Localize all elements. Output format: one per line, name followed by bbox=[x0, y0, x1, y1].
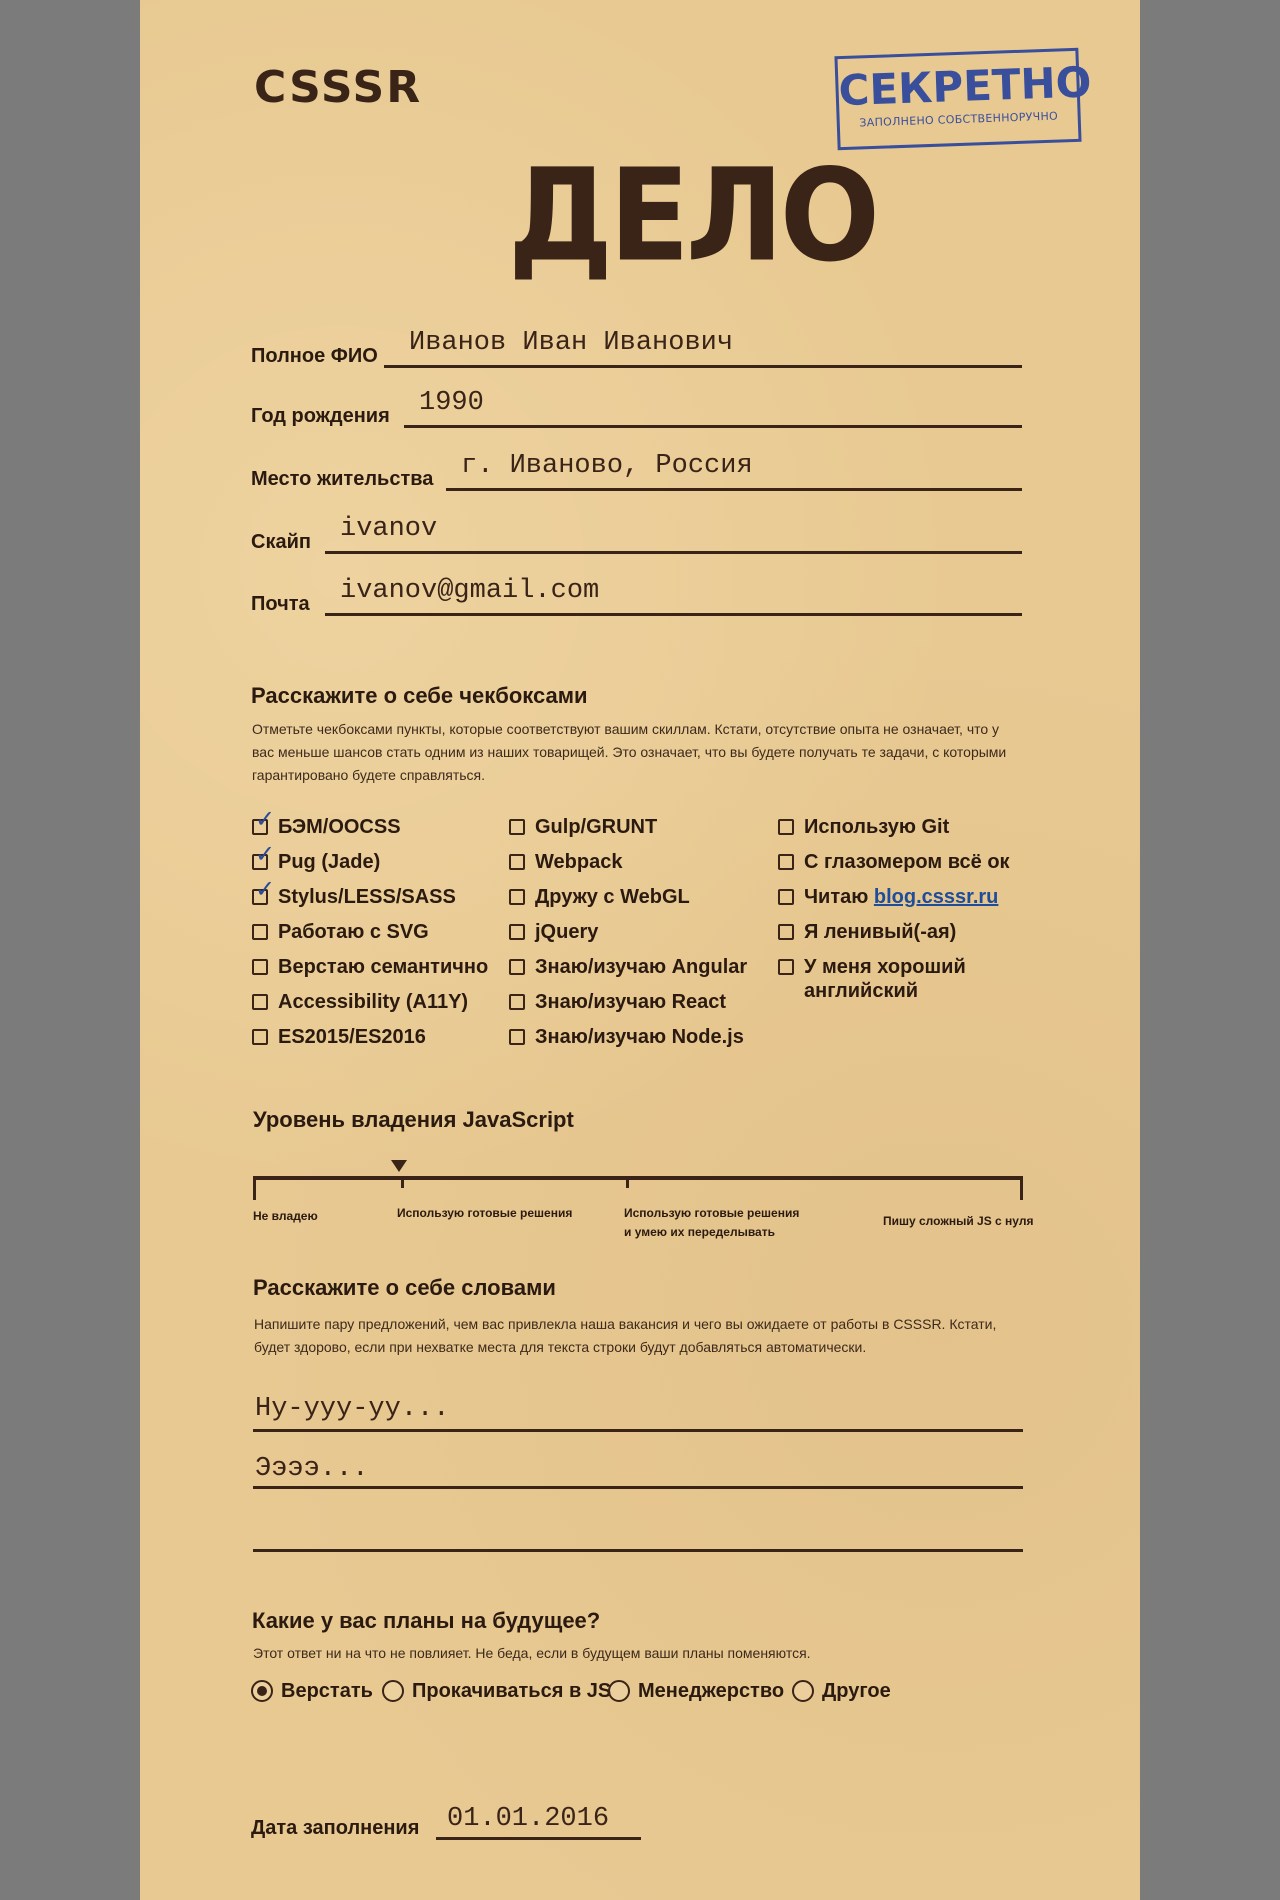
full-name-input[interactable]: Иванов Иван Иванович bbox=[409, 328, 734, 358]
checkbox[interactable] bbox=[509, 889, 525, 905]
checkbox[interactable] bbox=[509, 959, 525, 975]
checkbox-label-text: Gulp/GRUNT bbox=[535, 816, 658, 838]
about-underline-1 bbox=[253, 1429, 1023, 1432]
about-underline-2 bbox=[253, 1486, 1023, 1489]
js-level-title: Уровень владения JavaScript bbox=[253, 1107, 574, 1132]
checkbox-label-text: Использую Git bbox=[804, 816, 950, 838]
checkbox[interactable] bbox=[778, 889, 794, 905]
date-label: Дата заполнения bbox=[251, 1817, 420, 1839]
checkbox[interactable] bbox=[509, 1029, 525, 1045]
checkbox[interactable] bbox=[252, 924, 268, 940]
about-textarea-line-2[interactable]: Ээээ... bbox=[255, 1454, 369, 1484]
skill-checkbox-item[interactable] bbox=[778, 815, 949, 841]
city-underline bbox=[446, 488, 1022, 491]
checkbox-label[interactable] bbox=[535, 920, 598, 944]
checkbox-label[interactable] bbox=[535, 990, 726, 1014]
full-name-field bbox=[251, 328, 1022, 368]
about-textarea-line-1[interactable]: Ну-ууу-уу... bbox=[255, 1394, 450, 1424]
stamp-subtitle: ЗАПОЛНЕНО СОБСТВЕННОРУЧНО bbox=[859, 109, 1059, 130]
radio-label[interactable]: Менеджерство bbox=[638, 1679, 785, 1702]
skill-checkbox-item[interactable] bbox=[509, 815, 657, 841]
scale-tick-start bbox=[253, 1176, 256, 1200]
birth-year-label: Год рождения bbox=[251, 405, 390, 427]
secret-stamp bbox=[834, 48, 1093, 150]
skill-checkbox-item[interactable] bbox=[778, 955, 1004, 1002]
js-level-label-4[interactable]: Пишу сложный JS с нуля bbox=[883, 1214, 1034, 1228]
about-description: Напишите пару предложений, чем вас привлекла наша вакансия и чего вы ожидаете от работы в CSSSR. Кстати, будет здорово, если при нехватке места для текста строки будут добавляться автоматически. bbox=[254, 1316, 997, 1355]
scale-tick-end bbox=[1020, 1176, 1023, 1200]
radio-label[interactable]: Прокачиваться в JS bbox=[412, 1679, 612, 1702]
checkbox-label[interactable] bbox=[804, 815, 949, 839]
checkbox[interactable] bbox=[252, 994, 268, 1010]
stamp-title: СЕКРЕТНО bbox=[837, 57, 1093, 116]
checkbox[interactable] bbox=[252, 840, 276, 870]
checkbox-label[interactable] bbox=[278, 885, 456, 909]
checkbox-label-text: Читаю bbox=[804, 886, 874, 908]
city-field bbox=[251, 451, 1022, 491]
skill-checkbox-item[interactable] bbox=[509, 850, 622, 876]
skill-checkbox-item[interactable] bbox=[509, 990, 726, 1016]
checkbox-label-text: Pug (Jade) bbox=[278, 851, 381, 873]
date-underline bbox=[436, 1837, 641, 1840]
skill-checkbox-item[interactable] bbox=[778, 920, 956, 946]
birth-year-input[interactable]: 1990 bbox=[419, 388, 484, 418]
checkbox[interactable] bbox=[509, 924, 525, 940]
checkmark-icon: ✓ bbox=[255, 875, 276, 903]
checkbox[interactable] bbox=[509, 994, 525, 1010]
radio-label[interactable]: Другое bbox=[822, 1679, 891, 1702]
skype-input[interactable]: ivanov bbox=[340, 514, 438, 544]
checkbox-label[interactable] bbox=[535, 955, 747, 979]
page-title: ДЕЛО bbox=[508, 140, 877, 290]
skype-underline bbox=[325, 551, 1022, 554]
checkmark-icon: ✓ bbox=[255, 805, 276, 833]
plans-title: Какие у вас планы на будущее? bbox=[252, 1608, 601, 1633]
csssr-logo[interactable]: CSSSR bbox=[254, 62, 423, 113]
checkbox-label-text: У меня хороший английский bbox=[804, 956, 966, 1002]
plan-radio-option[interactable] bbox=[382, 1677, 611, 1705]
checkbox[interactable] bbox=[778, 924, 794, 940]
checkbox-label[interactable] bbox=[804, 920, 956, 944]
skill-checkbox-item[interactable] bbox=[778, 850, 1010, 876]
checkbox-label[interactable] bbox=[278, 920, 429, 944]
checkbox-label-text: С глазомером всё ок bbox=[804, 851, 1010, 873]
checkbox[interactable] bbox=[778, 819, 794, 835]
checkbox-label-text: Я ленивый(-ая) bbox=[804, 921, 957, 943]
checkbox-label[interactable] bbox=[535, 1025, 744, 1049]
skill-checkbox-item[interactable] bbox=[252, 875, 456, 911]
skill-checkbox-item[interactable] bbox=[509, 885, 690, 911]
skill-checkbox-item[interactable] bbox=[252, 1025, 426, 1051]
city-label: Место жительства bbox=[251, 468, 434, 490]
checkbox-label-text: Знаю/изучаю Angular bbox=[535, 956, 748, 978]
checkbox-label-text: БЭМ/OOCSS bbox=[278, 816, 401, 838]
checkbox-label-text: Знаю/изучаю Node.js bbox=[535, 1026, 744, 1048]
radio-dot-icon bbox=[257, 1686, 267, 1696]
about-title: Расскажите о себе словами bbox=[253, 1275, 556, 1300]
skill-checkbox-item[interactable] bbox=[252, 920, 429, 946]
checkbox-label[interactable] bbox=[535, 885, 690, 909]
js-level-label-3[interactable]: Использую готовые решения и умею их переделывать bbox=[624, 1206, 800, 1239]
plan-radio-option[interactable] bbox=[608, 1677, 784, 1705]
checkbox-label-text: Работаю с SVG bbox=[278, 921, 429, 943]
radio-label[interactable]: Верстать bbox=[281, 1679, 373, 1702]
checkmark-icon: ✓ bbox=[255, 840, 276, 868]
plan-radio-option[interactable] bbox=[792, 1677, 891, 1705]
email-underline bbox=[325, 613, 1022, 616]
email-label: Почта bbox=[251, 593, 310, 615]
checkbox-label-text: Webpack bbox=[535, 851, 623, 873]
skill-checkbox-item[interactable] bbox=[252, 840, 381, 876]
full-name-label: Полное ФИО bbox=[251, 345, 378, 367]
checkbox[interactable] bbox=[252, 875, 276, 905]
skype-label: Скайп bbox=[251, 531, 311, 553]
checkbox-label-text: Accessibility (A11Y) bbox=[278, 991, 469, 1013]
checkbox-label[interactable] bbox=[278, 955, 488, 979]
checkbox-label-text: Stylus/LESS/SASS bbox=[278, 886, 456, 908]
checkbox-label[interactable] bbox=[535, 850, 622, 874]
js-level-scale[interactable] bbox=[253, 1176, 1023, 1180]
checkbox[interactable] bbox=[509, 819, 525, 835]
scale-tick-3 bbox=[626, 1176, 629, 1188]
skype-field bbox=[251, 514, 1022, 554]
radio-button[interactable] bbox=[251, 1680, 273, 1702]
checkbox[interactable] bbox=[509, 854, 525, 870]
birth-year-field bbox=[251, 388, 1022, 428]
js-level-pointer[interactable] bbox=[391, 1160, 407, 1172]
plans-description: Этот ответ ни на что не повлияет. Не беда, если в будущем ваши планы поменяются. bbox=[253, 1645, 811, 1661]
checkbox-label[interactable] bbox=[278, 990, 468, 1014]
date-input[interactable]: 01.01.2016 bbox=[447, 1804, 610, 1834]
checkbox-label[interactable] bbox=[278, 815, 401, 839]
checkbox-label-text: Дружу с WebGL bbox=[535, 886, 690, 908]
checkbox-label[interactable] bbox=[804, 850, 1010, 874]
checkbox[interactable] bbox=[252, 959, 268, 975]
skill-checkbox-item[interactable] bbox=[252, 990, 468, 1016]
checkbox[interactable] bbox=[778, 959, 794, 975]
skill-checkbox-item[interactable] bbox=[252, 805, 401, 841]
checkbox[interactable] bbox=[252, 805, 276, 835]
checkbox-label[interactable] bbox=[804, 955, 1004, 1003]
radio-button[interactable] bbox=[792, 1680, 814, 1702]
checkbox[interactable] bbox=[252, 1029, 268, 1045]
checkbox-label[interactable] bbox=[278, 1025, 426, 1049]
date-field bbox=[251, 1800, 641, 1840]
birth-year-underline bbox=[404, 425, 1022, 428]
checkbox-label-text: Знаю/изучаю React bbox=[535, 991, 727, 1013]
js-level-label-2[interactable]: Использую готовые решения bbox=[397, 1206, 573, 1220]
skill-checkbox-item[interactable] bbox=[509, 920, 598, 946]
skills-description: Отметьте чекбоксами пункты, которые соответствуют вашим скиллам. Кстати, отсутствие опыта не означает, что у вас меньше шансов стать одним из наших товарищей. Это означает, что вы будете получать те задачи, с которыми гарантировано будете справляться. bbox=[252, 721, 1007, 783]
checkbox[interactable] bbox=[778, 854, 794, 870]
skill-checkbox-item[interactable] bbox=[509, 955, 747, 981]
skills-title: Расскажите о себе чекбоксами bbox=[251, 683, 588, 708]
checkbox-label-text: jQuery bbox=[535, 921, 599, 943]
email-field bbox=[251, 576, 1022, 616]
checkbox-label[interactable] bbox=[535, 815, 657, 839]
checkbox-label[interactable] bbox=[804, 885, 998, 909]
plan-radio-option[interactable] bbox=[251, 1677, 373, 1705]
checkbox-label-text: Верстаю семантично bbox=[278, 956, 489, 978]
radio-button[interactable] bbox=[382, 1680, 404, 1702]
blog-link[interactable]: blog.csssr.ru bbox=[873, 886, 999, 908]
email-input[interactable]: ivanov@gmail.com bbox=[340, 576, 600, 606]
checkbox-label[interactable] bbox=[278, 850, 380, 874]
about-underline-3 bbox=[253, 1549, 1023, 1552]
checkbox-label-text: ES2015/ES2016 bbox=[278, 1026, 426, 1048]
skill-checkbox-item[interactable] bbox=[252, 955, 488, 981]
radio-button[interactable] bbox=[608, 1680, 630, 1702]
js-level-label-1[interactable]: Не владею bbox=[253, 1209, 318, 1223]
city-input[interactable]: г. Иваново, Россия bbox=[461, 451, 753, 481]
skill-checkbox-item[interactable] bbox=[509, 1025, 744, 1051]
full-name-underline bbox=[384, 365, 1022, 368]
skill-checkbox-item[interactable] bbox=[778, 885, 998, 911]
scale-tick-2 bbox=[401, 1176, 404, 1188]
